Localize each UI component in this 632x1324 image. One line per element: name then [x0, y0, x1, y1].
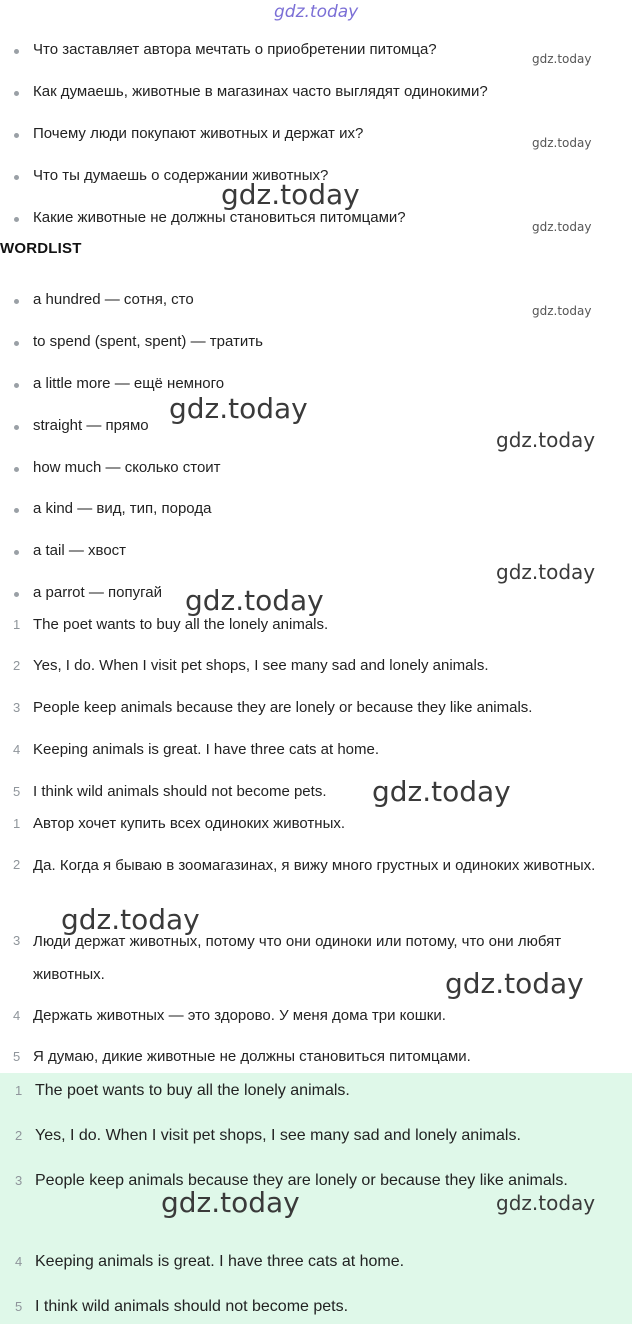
answer-text: Держать животных — это здорово. У меня дома три кошки. — [33, 1007, 446, 1024]
wordlist-heading: WORDLIST — [0, 240, 82, 257]
watermark: gdz.today — [372, 775, 511, 808]
watermark: gdz.today — [532, 52, 592, 66]
item-number: 5 — [13, 784, 21, 799]
item-number: 4 — [13, 742, 21, 757]
word-entry: a parrot — попугай — [33, 584, 162, 601]
bullet-icon — [14, 175, 19, 180]
answer-text: Автор хочет купить всех одиноких животных. — [33, 815, 346, 832]
bullet-icon — [14, 425, 19, 430]
word-entry: a tail — хвост — [33, 542, 127, 559]
bullet-icon — [14, 91, 19, 96]
item-number: 4 — [15, 1254, 23, 1269]
watermark: gdz.today — [496, 428, 596, 452]
word-entry: how much — сколько стоит — [33, 459, 221, 476]
word-entry: a little more — ещё немного — [33, 375, 225, 392]
answer-text: Keeping animals is great. I have three cats at home. — [33, 741, 380, 758]
word-entry: to spend (spent, spent) — тратить — [33, 333, 263, 350]
item-number: 3 — [15, 1173, 23, 1188]
watermark: gdz.today — [221, 178, 360, 211]
answer-text: Yes, I do. When I visit pet shops, I see many sad and lonely animals. — [35, 1127, 521, 1144]
watermark: gdz.today — [185, 584, 324, 617]
item-number: 2 — [13, 658, 21, 673]
word-entry: a kind — вид, тип, порода — [33, 500, 212, 517]
question-text: Что заставляет автора мечтать о приобретении питомца? — [33, 41, 437, 58]
answer-text: Люди держат животных, потому что они одиноки или потому, что они любят животных. — [33, 933, 562, 983]
answer-text: Я думаю, дикие животные не должны становиться питомцами. — [33, 1048, 471, 1065]
word-entry: straight — прямо — [33, 417, 149, 434]
bullet-icon — [14, 49, 19, 54]
list-item — [0, 497, 632, 521]
watermark: gdz.today — [161, 1186, 300, 1219]
list-item — [0, 372, 632, 396]
watermark: gdz.today — [169, 392, 308, 425]
answer-text: The poet wants to buy all the lonely animals. — [33, 616, 329, 633]
watermark: gdz.today — [532, 136, 592, 150]
bullet-icon — [14, 299, 19, 304]
watermark-logo: gdz.today — [274, 2, 359, 22]
answer-text: I think wild animals should not become pets. — [35, 1298, 349, 1315]
watermark: gdz.today — [532, 304, 592, 318]
item-number: 1 — [13, 816, 21, 831]
bullet-icon — [14, 383, 19, 388]
item-number: 2 — [15, 1128, 23, 1143]
list-item — [0, 456, 632, 480]
bullet-icon — [14, 550, 19, 555]
question-text: Почему люди покупают животных и держат их? — [33, 125, 364, 142]
watermark: gdz.today — [496, 560, 596, 584]
question-text: Что ты думаешь о содержании животных? — [33, 167, 329, 184]
bullet-icon — [14, 508, 19, 513]
answer-text: People keep animals because they are lonely or because they like animals. — [35, 1172, 568, 1189]
answer-text: Keeping animals is great. I have three cats at home. — [35, 1253, 405, 1270]
answer-text: People keep animals because they are lonely or because they like animals. — [33, 699, 533, 716]
answer-text: The poet wants to buy all the lonely animals. — [35, 1082, 350, 1099]
watermark: gdz.today — [445, 967, 584, 1000]
item-number: 1 — [15, 1083, 23, 1098]
bullet-icon — [14, 592, 19, 597]
watermark: gdz.today — [496, 1191, 596, 1215]
answer-text: Да. Когда я бываю в зоомагазинах, я вижу много грустных и одиноких животных. — [33, 857, 596, 874]
question-text: Как думаешь, животные в магазинах часто выглядят одинокими? — [33, 83, 488, 100]
item-number: 2 — [13, 857, 21, 872]
item-number: 4 — [13, 1008, 21, 1023]
item-number: 5 — [13, 1049, 21, 1064]
list-item — [0, 330, 632, 354]
question-text: Какие животные не должны становиться питомцами? — [33, 209, 406, 226]
item-number: 1 — [13, 617, 21, 632]
bullet-icon — [14, 133, 19, 138]
item-number: 3 — [13, 933, 21, 948]
answer-text: Yes, I do. When I visit pet shops, I see many sad and lonely animals. — [33, 657, 489, 674]
word-entry: a hundred — сотня, сто — [33, 291, 194, 308]
bullet-icon — [14, 217, 19, 222]
item-number: 3 — [13, 700, 21, 715]
list-item — [0, 80, 632, 104]
watermark: gdz.today — [532, 220, 592, 234]
answer-text: I think wild animals should not become pets. — [33, 783, 327, 800]
bullet-icon — [14, 467, 19, 472]
bullet-icon — [14, 341, 19, 346]
watermark: gdz.today — [61, 903, 200, 936]
item-number: 5 — [15, 1299, 23, 1314]
